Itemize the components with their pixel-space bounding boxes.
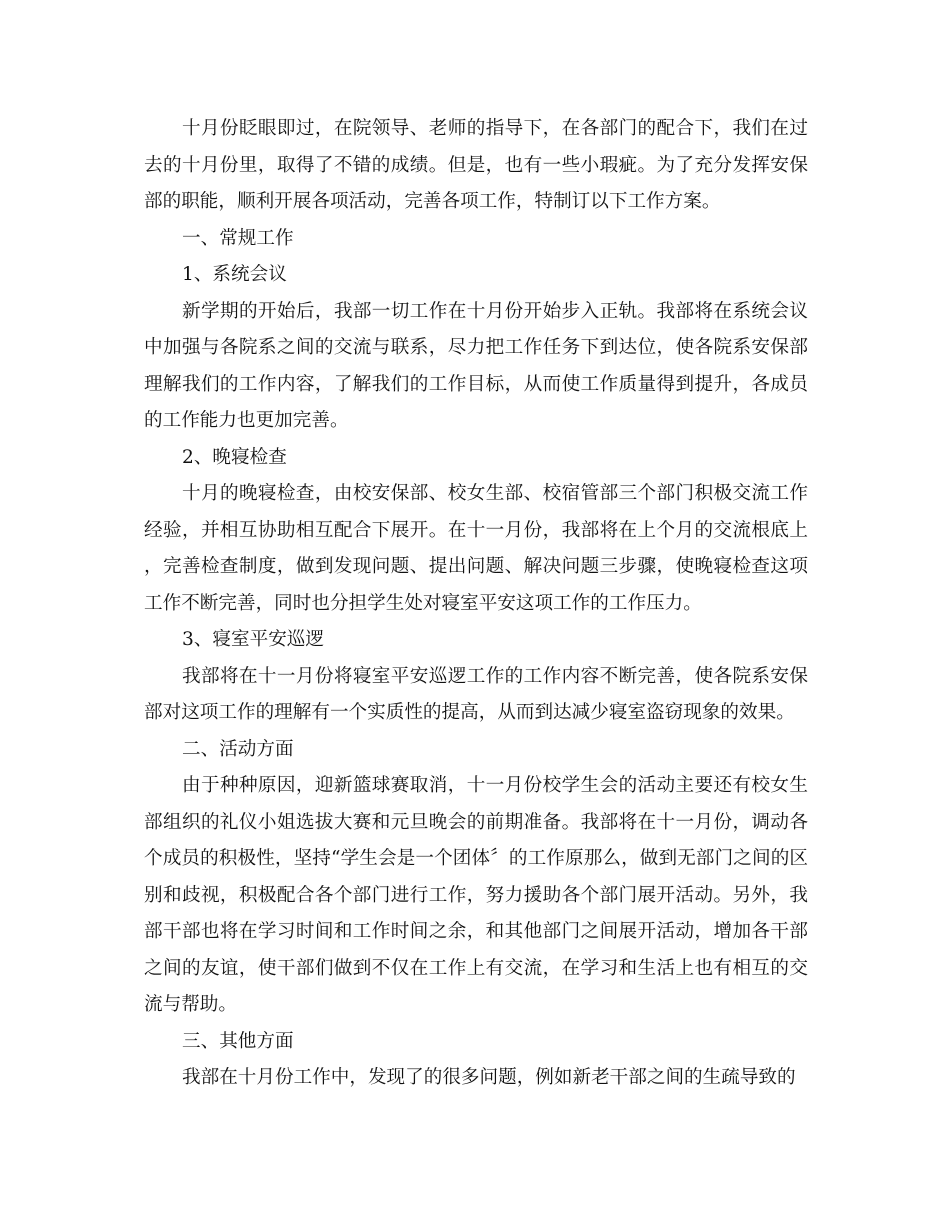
intro-paragraph: 十月份眨眼即过，在院领导、老师的指导下，在各部门的配合下，我们在过去的十月份里，取得了不错的成绩。但是，也有一些小瑕疵。为了充分发挥安保部的职能，顺利开展各项活动，完善各项工作，特制订以下工作方案。 xyxy=(144,118,808,212)
other-paragraph: 我部在十月份工作中，发现了的很多问题，例如新老干部之间的生疏导致的 xyxy=(182,1067,796,1088)
section-heading-routine-work: 一、常规工作 xyxy=(182,227,294,249)
subheading-dorm-safety-patrol: 3、寝室平安巡逻 xyxy=(182,629,324,650)
dorm-safety-patrol-paragraph: 我部将在十一月份将寝室平安巡逻工作的工作内容不断完善，使各院系安保部对这项工作的理解有一个实质性的提高，从而到达减少寝室盗窃现象的效果。 xyxy=(144,665,808,723)
system-meeting-paragraph: 新学期的开始后，我部一切工作在十月份开始步入正轨。我部将在系统会议中加强与各院系之间的交流与联系，尽力把工作任务下到达位，使各院系安保部理解我们的工作内容，了解我们的工作目标，从而使工作质量得到提升，各成员的工作能力也更加完善。 xyxy=(144,300,808,431)
night-dorm-check-paragraph: 十月的晚寝检查，由校安保部、校女生部、校宿管部三个部门积极交流工作经验，并相互协助相互配合下展开。在十一月份，我部将在上个月的交流根底上，完善检查制度，做到发现问题、提出问题、解决问题三步骤，使晚寝检查这项工作不断完善，同时也分担学生处对寝室平安这项工作的工作压力。 xyxy=(144,483,808,614)
section-heading-activities: 二、活动方面 xyxy=(182,738,294,760)
subheading-system-meeting: 1、系统会议 xyxy=(182,264,287,285)
section-heading-other: 三、其他方面 xyxy=(182,1030,294,1052)
subheading-night-dorm-check: 2、晚寝检查 xyxy=(182,446,287,468)
document-body xyxy=(144,111,808,1097)
activities-paragraph: 由于种种原因，迎新篮球赛取消，十一月份校学生会的活动主要还有校女生部组织的礼仪小姐选拔大赛和元旦晚会的前期准备。我部将在十一月份，调动各个成员的积极性，坚持“学生会是一个团体〞的工作原那么，做到无部门之间的区别和歧视，积极配合各个部门进行工作，努力援助各个部门展开活动。另外，我部干部也将在学习时间和工作时间之余，和其他部门之间展开活动，增加各干部之间的友谊，使干部们做到不仅在工作上有交流，在学习和生活上也有相互的交流与帮助。 xyxy=(144,775,808,1015)
